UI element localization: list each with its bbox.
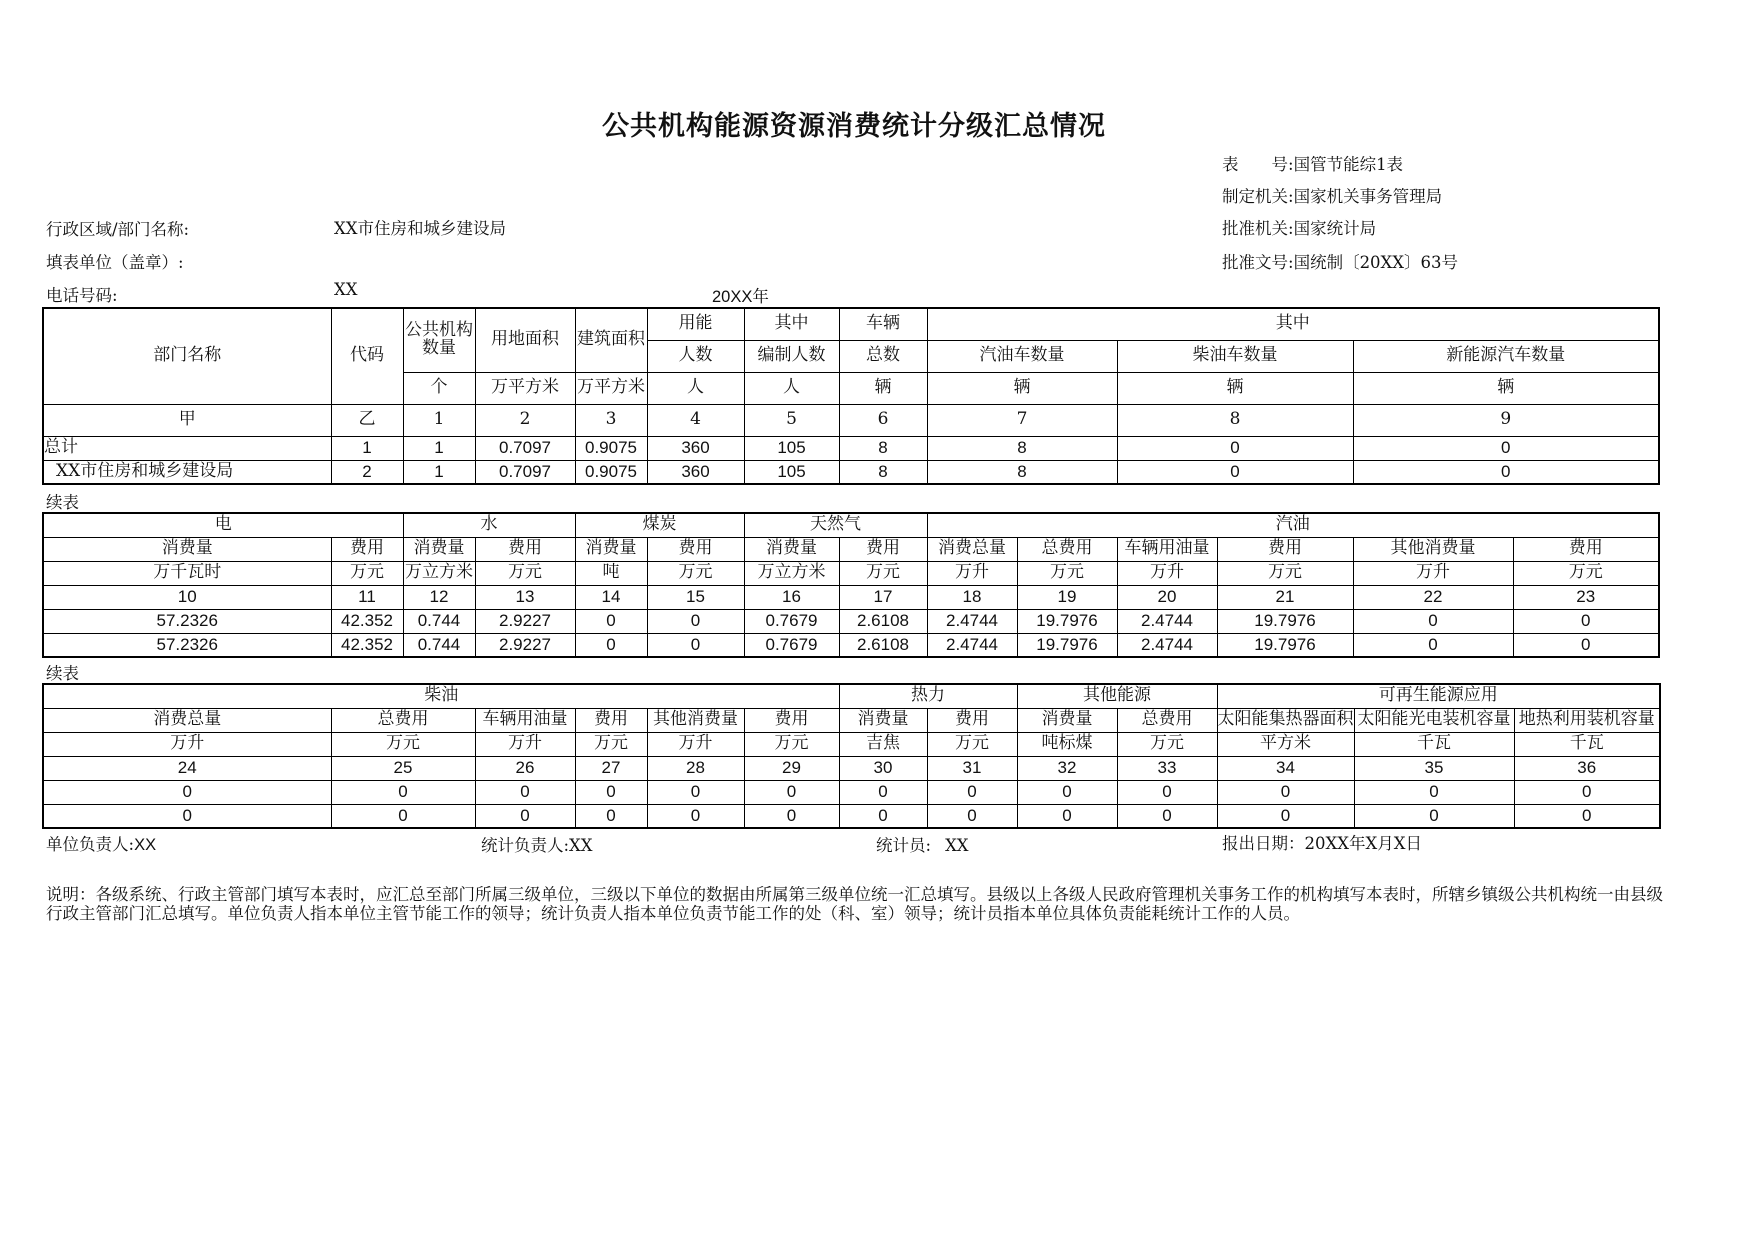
table-row: [43, 436, 1659, 460]
column-header: 消费总量: [927, 537, 1017, 561]
table-cell: 0: [43, 780, 331, 804]
index-cell: 31: [927, 756, 1017, 780]
index-cell: 21: [1217, 585, 1353, 609]
index-cell: 5: [744, 404, 839, 436]
table-cell: 0: [647, 780, 744, 804]
header-institution-count: 公共机构数量: [403, 308, 475, 372]
header-land-area: 用地面积: [475, 308, 575, 372]
summary-table: [42, 307, 1660, 485]
header-code: 代码: [331, 308, 403, 404]
table-cell: 0: [927, 804, 1017, 828]
unit-cell: 吨标煤: [1017, 732, 1117, 756]
table-cell: 2.4744: [927, 609, 1017, 633]
index-cell: 1: [403, 404, 475, 436]
unit-cell: 万升: [647, 732, 744, 756]
column-header: 消费量: [839, 708, 927, 732]
column-header: 消费量: [744, 537, 839, 561]
table-cell: 0: [1354, 804, 1514, 828]
table-cell: 0.7097: [475, 436, 575, 460]
table-cell: 105: [744, 436, 839, 460]
header-diesel-cars: 柴油车数量: [1117, 340, 1353, 372]
meta-label: 批准文号:: [1222, 253, 1294, 272]
table-cell: 105: [744, 460, 839, 484]
table-cell: 1: [331, 436, 403, 460]
group-gasoline: 汽油: [927, 513, 1659, 537]
index-cell: 24: [43, 756, 331, 780]
table-cell: 0: [1117, 436, 1353, 460]
table-cell: 0: [647, 804, 744, 828]
unit-cell: 万升: [1353, 561, 1513, 585]
column-header: 消费量: [403, 537, 475, 561]
table-row: [43, 804, 1660, 828]
group-renewable: 可再生能源应用: [1217, 684, 1660, 708]
column-header: 费用: [744, 708, 839, 732]
header-vehicle: 车辆: [839, 308, 927, 340]
unit-cell: 万元: [1217, 561, 1353, 585]
table-row: [43, 609, 1659, 633]
energy-table-2: [42, 683, 1661, 829]
index-cell: 10: [43, 585, 331, 609]
column-header: 费用: [839, 537, 927, 561]
report-year: 20XX年: [712, 288, 769, 306]
index-cell: 13: [475, 585, 575, 609]
column-header: 费用: [475, 537, 575, 561]
meta-label: 表 号:: [1222, 155, 1294, 174]
table-cell: 2.9227: [475, 633, 575, 657]
row-dept-name: XX市住房和城乡建设局: [43, 460, 331, 484]
energy-table-1: [42, 512, 1660, 658]
column-header: 消费量: [43, 537, 331, 561]
unit-cell: 万元: [1117, 732, 1217, 756]
index-cell: 18: [927, 585, 1017, 609]
table-cell: 0: [43, 804, 331, 828]
approval-number: [1222, 249, 1458, 273]
unit-cell: 万元: [744, 732, 839, 756]
column-header: 费用: [927, 708, 1017, 732]
unit-head-value: XX: [134, 836, 157, 854]
table-cell: 0: [1017, 780, 1117, 804]
column-header: 其他消费量: [647, 708, 744, 732]
unit-cell: 人: [744, 372, 839, 404]
header-new-energy-cars: 新能源汽车数量: [1353, 340, 1659, 372]
table-cell: 0: [1514, 780, 1660, 804]
unit-cell: 万平方米: [575, 372, 647, 404]
group-natural-gas: 天然气: [744, 513, 927, 537]
column-header: 费用: [1513, 537, 1659, 561]
group-other-energy: 其他能源: [1017, 684, 1217, 708]
table-row: [43, 633, 1659, 657]
table-cell: 0: [575, 780, 647, 804]
column-header: 费用: [331, 537, 403, 561]
column-header: 总费用: [331, 708, 475, 732]
index-cell: 7: [927, 404, 1117, 436]
column-header: 费用: [575, 708, 647, 732]
column-header: 太阳能光电装机容量: [1354, 708, 1514, 732]
index-cell: 25: [331, 756, 475, 780]
table-cell: 0: [1353, 609, 1513, 633]
table-cell: 0.9075: [575, 460, 647, 484]
table-cell: 0: [1117, 780, 1217, 804]
table-cell: 1: [403, 436, 475, 460]
unit-head-label: 单位负责人:: [46, 835, 135, 854]
group-electricity: 电: [43, 513, 403, 537]
column-header: 太阳能集热器面积: [1217, 708, 1354, 732]
phone-label: 电话号码:: [46, 286, 118, 305]
table-cell: 2.6108: [839, 609, 927, 633]
table-cell: 0.744: [403, 633, 475, 657]
table-cell: 2.4744: [927, 633, 1017, 657]
table-cell: 0: [839, 804, 927, 828]
table-cell: 0: [647, 633, 744, 657]
table-cell: 0: [1353, 436, 1659, 460]
header-dept-name: 部门名称: [43, 308, 331, 404]
index-cell: 8: [1117, 404, 1353, 436]
header-of-which: 其中: [744, 308, 839, 340]
index-cell: 14: [575, 585, 647, 609]
table-cell: 0: [1513, 633, 1659, 657]
index-cell: 2: [475, 404, 575, 436]
explanatory-note: 说明：各级系统、行政主管部门填写本表时，应汇总至部门所属三级单位，三级以下单位的数据由所属第三级单位统一汇总填写。县级以上各级人民政府管理机关事务工作的机构填写本表时，所辖乡镇级公共机构统一由县级行政主管部门汇总填写。单位负责人指本单位主管节能工作的领导；统计负责人指本单位负责节能工作的处（科、室）领导；统计员指本单位具体负责能耗统计工作的人员。: [46, 885, 1663, 923]
index-cell: 26: [475, 756, 575, 780]
statistician-label: 统计员:: [876, 836, 932, 855]
index-cell: 28: [647, 756, 744, 780]
unit-cell: 吨: [575, 561, 647, 585]
column-header: 消费总量: [43, 708, 331, 732]
region-label: 行政区域/部门名称:: [46, 220, 190, 239]
table-cell: 360: [647, 460, 744, 484]
unit-cell: 万元: [475, 561, 575, 585]
row-dept-name: 总计: [43, 436, 331, 460]
meta-value: 国家机关事务管理局: [1293, 187, 1443, 206]
table-cell: 1: [403, 460, 475, 484]
table-cell: 57.2326: [43, 609, 331, 633]
table-cell: 0: [839, 780, 927, 804]
table-cell: 0: [1217, 804, 1354, 828]
table-cell: 2.4744: [1117, 633, 1217, 657]
region-value: XX市住房和城乡建设局: [334, 219, 506, 238]
index-cell: 23: [1513, 585, 1659, 609]
table-cell: 57.2326: [43, 633, 331, 657]
table-cell: 2.4744: [1117, 609, 1217, 633]
meta-value: 国家统计局: [1293, 219, 1377, 238]
table-cell: 0: [647, 609, 744, 633]
statistician-value: XX: [945, 836, 969, 855]
table-cell: 0: [1513, 609, 1659, 633]
index-cell: 16: [744, 585, 839, 609]
table-cell: 0: [1353, 460, 1659, 484]
column-header: 费用: [647, 537, 744, 561]
table-cell: 0: [744, 804, 839, 828]
page-title: 公共机构能源资源消费统计分级汇总情况: [602, 111, 1106, 142]
group-heat: 热力: [839, 684, 1017, 708]
unit-cell: 人: [647, 372, 744, 404]
unit-cell: 辆: [1117, 372, 1353, 404]
unit-cell: 万元: [1017, 561, 1117, 585]
table-cell: 0: [1514, 804, 1660, 828]
table-cell: 8: [839, 460, 927, 484]
unit-cell: 吉焦: [839, 732, 927, 756]
unit-cell: 万元: [1513, 561, 1659, 585]
index-cell: 35: [1354, 756, 1514, 780]
index-cell: 30: [839, 756, 927, 780]
table-cell: 0: [575, 804, 647, 828]
table-cell: 0: [575, 609, 647, 633]
table-cell: 0: [1217, 780, 1354, 804]
table-cell: 0.9075: [575, 436, 647, 460]
table-cell: 8: [927, 460, 1117, 484]
form-number: [1222, 151, 1403, 175]
index-cell: 甲: [43, 404, 331, 436]
table-cell: 0: [331, 780, 475, 804]
header-gasoline-cars: 汽油车数量: [927, 340, 1117, 372]
index-cell: 33: [1117, 756, 1217, 780]
index-cell: 27: [575, 756, 647, 780]
table-row: [43, 780, 1660, 804]
report-date: 报出日期：20XX年X月X日: [1222, 834, 1422, 853]
table-cell: 0.7097: [475, 460, 575, 484]
index-cell: 4: [647, 404, 744, 436]
column-header: 车辆用油量: [1117, 537, 1217, 561]
unit-cell: 万升: [927, 561, 1017, 585]
unit-cell: 万千瓦时: [43, 561, 331, 585]
unit-cell: 万立方米: [744, 561, 839, 585]
column-header: 费用: [1217, 537, 1353, 561]
continued-label: 续表: [46, 493, 79, 512]
unit-cell: 万升: [43, 732, 331, 756]
index-cell: 20: [1117, 585, 1217, 609]
table-cell: 2: [331, 460, 403, 484]
meta-value: 国统制〔20XX〕63号: [1293, 253, 1459, 272]
table-cell: 0: [1117, 804, 1217, 828]
phone-value: XX: [334, 280, 358, 299]
table-cell: 42.352: [331, 633, 403, 657]
column-header: 车辆用油量: [475, 708, 575, 732]
table-cell: 0: [1117, 460, 1353, 484]
index-cell: 29: [744, 756, 839, 780]
issuing-authority: [1222, 183, 1442, 207]
table-cell: 19.7976: [1017, 633, 1117, 657]
index-cell: 乙: [331, 404, 403, 436]
header-staff: 编制人数: [744, 340, 839, 372]
column-header: 消费量: [1017, 708, 1117, 732]
unit-cell: 千瓦: [1354, 732, 1514, 756]
table-cell: 2.9227: [475, 609, 575, 633]
index-cell: 11: [331, 585, 403, 609]
table-cell: 0: [575, 633, 647, 657]
table-cell: 0: [331, 804, 475, 828]
meta-label: 批准机关:: [1222, 219, 1294, 238]
unit-cell: 个: [403, 372, 475, 404]
unit-cell: 万元: [331, 732, 475, 756]
meta-value: 国管节能综1表: [1293, 155, 1404, 174]
unit-cell: 万元: [575, 732, 647, 756]
unit-cell: 辆: [839, 372, 927, 404]
stat-head-field: 统计负责人:XX: [481, 836, 593, 855]
approving-authority: [1222, 215, 1376, 239]
table-cell: 2.6108: [839, 633, 927, 657]
table-cell: 19.7976: [1017, 609, 1117, 633]
table-cell: 19.7976: [1217, 633, 1353, 657]
table-cell: 8: [839, 436, 927, 460]
filling-unit-label: 填表单位（盖章）:: [46, 253, 184, 272]
table-cell: 0: [475, 804, 575, 828]
table-cell: 0: [1353, 633, 1513, 657]
header-people: 人数: [647, 340, 744, 372]
table-cell: 8: [927, 436, 1117, 460]
unit-cell: 辆: [927, 372, 1117, 404]
index-cell: 9: [1353, 404, 1659, 436]
unit-head-field: [46, 831, 156, 855]
unit-cell: 辆: [1353, 372, 1659, 404]
index-cell: 15: [647, 585, 744, 609]
index-cell: 12: [403, 585, 475, 609]
unit-cell: 万升: [475, 732, 575, 756]
table-cell: 0.7679: [744, 633, 839, 657]
index-cell: 6: [839, 404, 927, 436]
table-cell: 0: [475, 780, 575, 804]
column-header: 其他消费量: [1353, 537, 1513, 561]
table-cell: 0: [1017, 804, 1117, 828]
unit-cell: 万立方米: [403, 561, 475, 585]
unit-cell: 平方米: [1217, 732, 1354, 756]
table-cell: 42.352: [331, 609, 403, 633]
index-cell: 32: [1017, 756, 1117, 780]
table-cell: 0: [744, 780, 839, 804]
continued-label: 续表: [46, 664, 79, 683]
group-water: 水: [403, 513, 575, 537]
header-vehicle-total: 总数: [839, 340, 927, 372]
column-header: 总费用: [1017, 537, 1117, 561]
statistician-field: [876, 832, 969, 856]
header-of-which-vehicles: 其中: [927, 308, 1659, 340]
unit-cell: 千瓦: [1514, 732, 1660, 756]
header-building-area: 建筑面积: [575, 308, 647, 372]
index-cell: 36: [1514, 756, 1660, 780]
index-cell: 22: [1353, 585, 1513, 609]
group-diesel: 柴油: [43, 684, 839, 708]
table-cell: 19.7976: [1217, 609, 1353, 633]
meta-label: 制定机关:: [1222, 187, 1294, 206]
index-cell: 19: [1017, 585, 1117, 609]
table-cell: 360: [647, 436, 744, 460]
table-row: [43, 460, 1659, 484]
index-cell: 34: [1217, 756, 1354, 780]
table-cell: 0: [1354, 780, 1514, 804]
index-cell: 17: [839, 585, 927, 609]
column-header: 消费量: [575, 537, 647, 561]
table-cell: 0.7679: [744, 609, 839, 633]
unit-cell: 万升: [1117, 561, 1217, 585]
header-energy: 用能: [647, 308, 744, 340]
column-header: 总费用: [1117, 708, 1217, 732]
group-coal: 煤炭: [575, 513, 744, 537]
unit-cell: 万元: [647, 561, 744, 585]
table-cell: 0.744: [403, 609, 475, 633]
unit-cell: 万元: [927, 732, 1017, 756]
table-cell: 0: [927, 780, 1017, 804]
column-header: 地热利用装机容量: [1514, 708, 1660, 732]
index-cell: 3: [575, 404, 647, 436]
unit-cell: 万元: [839, 561, 927, 585]
unit-cell: 万元: [331, 561, 403, 585]
unit-cell: 万平方米: [475, 372, 575, 404]
